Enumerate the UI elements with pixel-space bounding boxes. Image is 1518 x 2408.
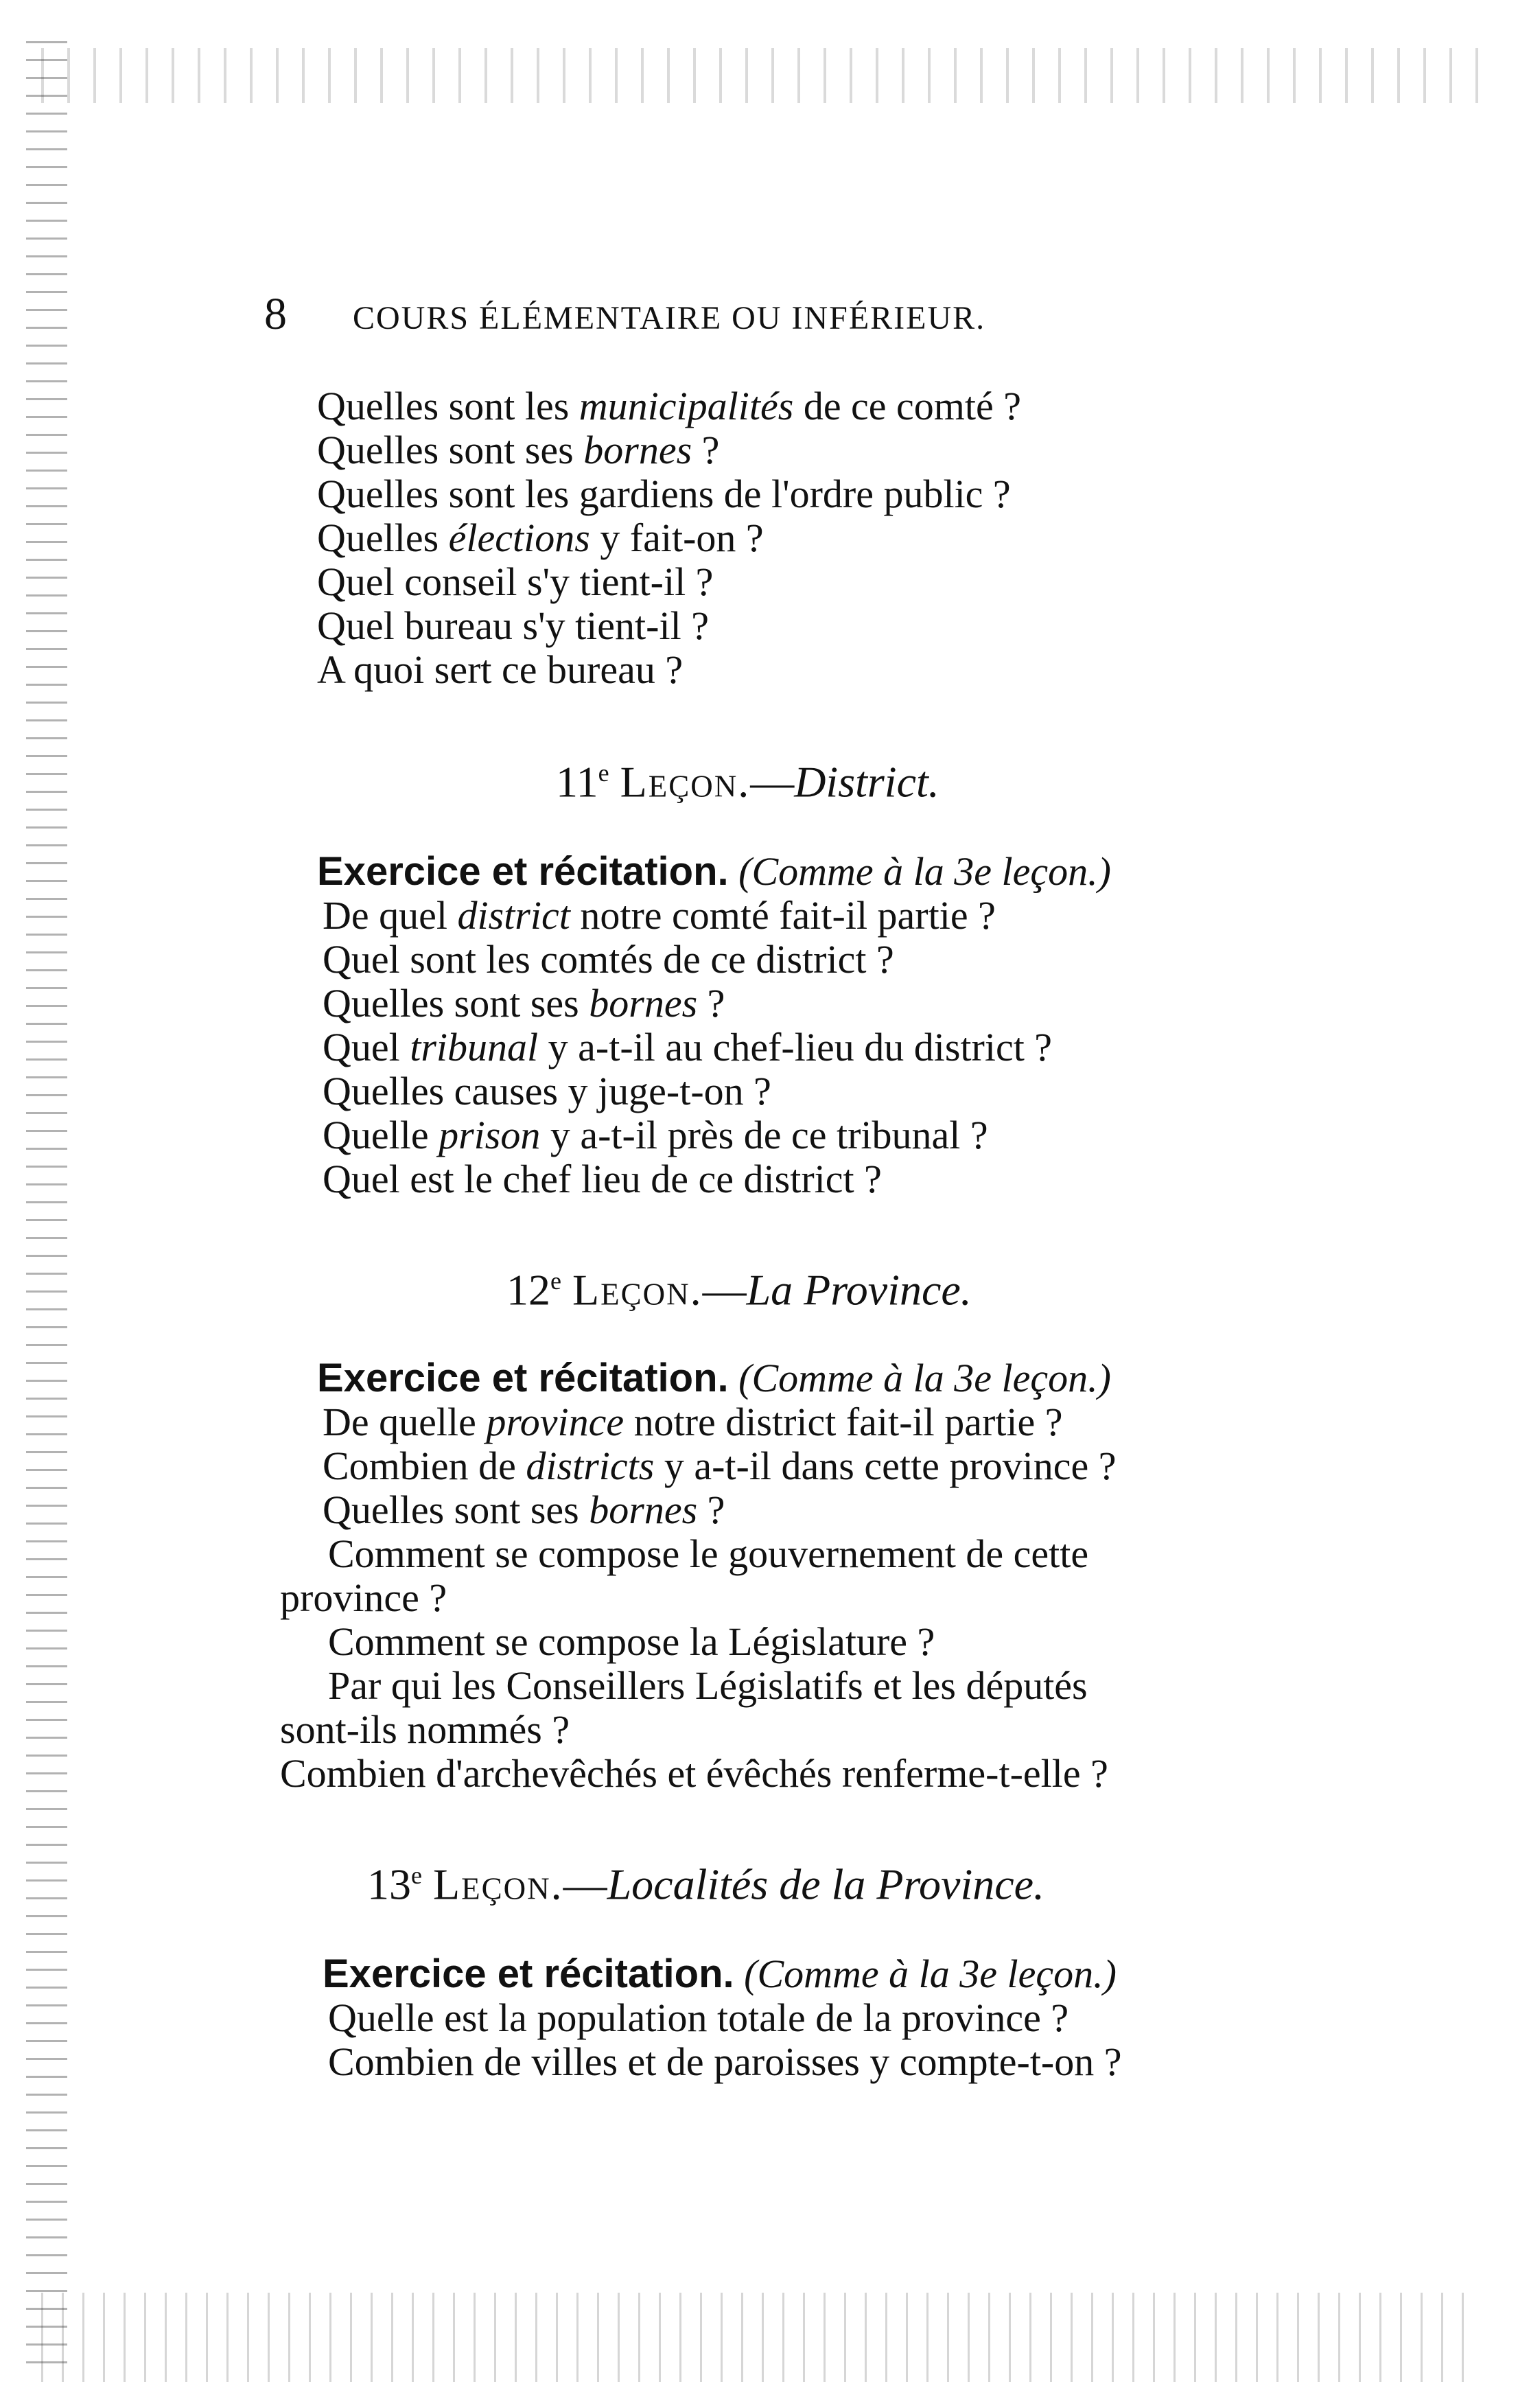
question-line: Quelle est la population totale de la province ?: [328, 1995, 1069, 2040]
question-line: De quelle province notre district fait-il partie ?: [323, 1400, 1063, 1444]
question-line: Combien de villes et de paroisses y compte-t-on ?: [328, 2039, 1122, 2084]
question-line: Quel est le chef lieu de ce district ?: [323, 1157, 882, 1201]
question-line: Comment se compose le gouvernement de cette: [328, 1531, 1089, 1576]
running-header: [264, 288, 985, 340]
scan-noise-left-margin: [26, 41, 67, 2375]
page-number: 8: [264, 289, 288, 339]
question-line: Quel tribunal y a-t-il au chef-lieu du district ?: [323, 1025, 1053, 1069]
question-line: Quel bureau s'y tient-il ?: [317, 603, 709, 648]
question-line: Quelles sont ses bornes ?: [323, 981, 725, 1026]
question-line: sont-ils nommés ?: [280, 1707, 570, 1752]
scan-noise-bottom: [41, 2293, 1482, 2382]
question-line: A quoi sert ce bureau ?: [317, 647, 684, 692]
running-title: COURS ÉLÉMENTAIRE OU INFÉRIEUR.: [353, 300, 986, 336]
lesson-12-heading: 12e Leçon.—La Province.: [506, 1265, 972, 1315]
question-line: Par qui les Conseillers Législatifs et les députés: [328, 1663, 1088, 1708]
lesson-13-heading: 13e Leçon.—Localités de la Province.: [367, 1860, 1045, 1909]
question-line: Quelles sont ses bornes ?: [323, 1487, 725, 1532]
lesson-11-exercise: Exercice et récitation. (Comme à la 3e leçon.): [317, 849, 1111, 894]
question-line: Combien de districts y a-t-il dans cette province ?: [323, 1444, 1117, 1488]
question-line: Quelles sont les gardiens de l'ordre public ?: [317, 472, 1011, 516]
question-line: Comment se compose la Législature ?: [328, 1619, 935, 1664]
lesson-12-exercise: Exercice et récitation. (Comme à la 3e leçon.): [317, 1356, 1111, 1400]
question-line: Quelles sont les municipalités de ce comté ?: [317, 384, 1021, 428]
question-line: Quelles causes y juge-t-on ?: [323, 1069, 771, 1113]
question-line: Quel conseil s'y tient-il ?: [317, 559, 714, 604]
lesson-11-heading: 11e Leçon.—District.: [556, 757, 939, 807]
lesson-13-exercise: Exercice et récitation. (Comme à la 3e leçon.): [323, 1952, 1117, 1996]
scan-noise-top: [41, 48, 1482, 103]
question-line: Quel sont les comtés de ce district ?: [323, 937, 894, 982]
question-line: province ?: [280, 1575, 447, 1620]
question-line: Quelles sont ses bornes ?: [317, 428, 720, 472]
question-line: De quel district notre comté fait-il partie ?: [323, 893, 996, 938]
question-line: Quelles élections y fait-on ?: [317, 516, 764, 560]
question-line: Combien d'archevêchés et évêchés renferme-t-elle ?: [280, 1751, 1108, 1796]
question-line: Quelle prison y a-t-il près de ce tribunal ?: [323, 1113, 988, 1157]
